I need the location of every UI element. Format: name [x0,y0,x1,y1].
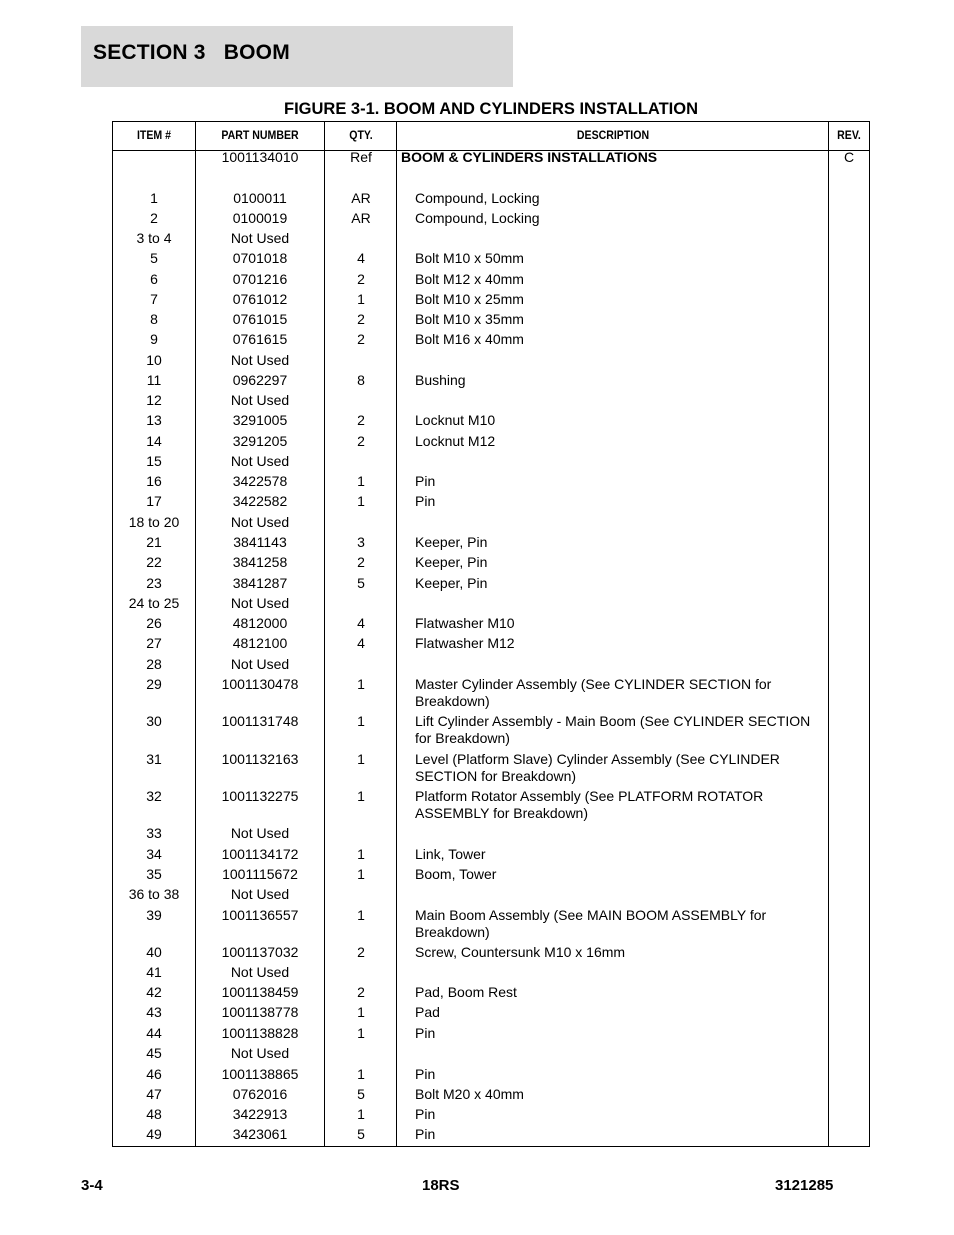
item-cell: 48 [146,1106,162,1122]
item-cell: 36 to 38 [128,886,180,902]
description-cell: Bolt M16 x 40mm [415,331,524,347]
table-header-row [113,122,869,151]
item-cell: 27 [146,635,162,651]
item-cell: 9 [150,331,158,347]
part-number-cell: 1001132275 [221,788,299,804]
parts-table [112,121,870,1147]
description-cell: Locknut M12 [415,433,496,449]
item-cell: 33 [146,825,162,841]
part-number-cell: 3841258 [232,554,288,570]
description-cell: Pin [415,1025,436,1041]
item-cell: 6 [150,271,158,287]
item-cell: 46 [146,1066,162,1082]
item-cell: 34 [146,846,162,862]
part-number-cell: 0701216 [232,271,288,287]
header-qty: QTY. [349,128,373,142]
description-cell: Pin [415,1066,436,1082]
qty-cell: 1 [357,751,365,767]
item-cell: 1 [150,190,158,206]
item-cell: 24 to 25 [128,595,180,611]
part-number-cell: 1001134010 [221,149,299,165]
qty-cell: 1 [357,1025,365,1041]
item-cell: 10 [146,352,162,368]
part-number-cell: 1001132163 [221,751,299,767]
qty-cell: 1 [357,493,365,509]
part-number-cell: 4812000 [232,615,288,631]
item-cell: 31 [146,751,162,767]
description-cell: Locknut M10 [415,412,496,428]
description-cell: Keeper, Pin [415,554,488,570]
qty-cell: 1 [357,1004,365,1020]
part-number-cell: 0962297 [232,372,288,388]
part-number-cell: 1001138778 [221,1004,299,1020]
part-number-cell: 0100019 [232,210,288,226]
part-number-cell: 3422582 [232,493,288,509]
qty-cell: 2 [357,271,365,287]
item-cell: 30 [146,713,162,729]
item-cell: 32 [146,788,162,804]
description-cell: Level (Platform Slave) Cylinder Assembly (See CYLINDER SECTION for Breakdown) [415,751,780,784]
description-cell: Bolt M12 x 40mm [415,271,524,287]
item-cell: 3 to 4 [136,230,172,246]
item-cell: 39 [146,907,162,923]
item-cell: 49 [146,1126,162,1142]
description-cell: Pad [415,1004,440,1020]
qty-cell: 1 [357,291,365,307]
part-number-cell: Not Used [230,352,290,368]
part-number-cell: 3291205 [232,433,288,449]
part-number-cell: Not Used [230,230,290,246]
description-cell: Keeper, Pin [415,534,488,550]
item-cell: 18 to 20 [128,514,180,530]
description-cell: Compound, Locking [415,190,540,206]
part-number-cell: 0761015 [232,311,288,327]
description-cell: Compound, Locking [415,210,540,226]
part-number-cell: 1001136557 [221,907,299,923]
qty-cell: 1 [357,1106,365,1122]
part-number-cell: 3423061 [232,1126,288,1142]
item-cell: 8 [150,311,158,327]
item-cell: 40 [146,944,162,960]
item-cell: 13 [146,412,162,428]
item-cell: 21 [146,534,162,550]
item-cell: 47 [146,1086,162,1102]
item-cell: 2 [150,210,158,226]
description-cell: Lift Cylinder Assembly - Main Boom (See CYLINDER SECTION for Breakdown) [415,713,811,746]
header-description: DESCRIPTION [576,128,650,142]
part-number-cell: 1001138828 [221,1025,299,1041]
qty-cell: 1 [357,907,365,923]
qty-cell: 2 [357,554,365,570]
item-cell: 12 [146,392,162,408]
description-cell: Platform Rotator Assembly (See PLATFORM ROTATOR ASSEMBLY for Breakdown) [415,788,764,821]
description-cell: Boom, Tower [415,866,497,882]
part-number-cell: 1001131748 [221,713,299,729]
qty-cell: Ref [350,149,372,165]
part-number-cell: 1001130478 [221,676,299,692]
item-cell: 44 [146,1025,162,1041]
part-number-cell: Not Used [230,825,290,841]
part-number-cell: Not Used [230,453,290,469]
rev-cell: C [843,149,855,165]
item-cell: 28 [146,656,162,672]
qty-cell: 2 [357,984,365,1000]
section-title: SECTION 3 BOOM [93,41,290,64]
description-cell: Pad, Boom Rest [415,984,517,1000]
item-cell: 7 [150,291,158,307]
item-cell: 5 [150,250,158,266]
part-number-cell: 3291005 [232,412,288,428]
part-number-cell: 0100011 [233,190,287,206]
qty-cell: 2 [357,433,365,449]
description-cell: Bolt M10 x 35mm [415,311,524,327]
description-cell: BOOM & CYLINDERS INSTALLATIONS [401,149,658,165]
model-name: 18RS [422,1177,460,1194]
description-cell: Pin [415,1106,436,1122]
item-cell: 43 [146,1004,162,1020]
description-cell: Main Boom Assembly (See MAIN BOOM ASSEMBLY for Breakdown) [415,907,767,940]
item-cell: 11 [146,372,162,388]
qty-cell: 1 [357,788,365,804]
qty-cell: 1 [357,676,365,692]
part-number-cell: 3841143 [233,534,287,550]
part-number-cell: 0761615 [232,331,288,347]
qty-cell: 4 [357,250,365,266]
qty-cell: 2 [357,311,365,327]
item-cell: 29 [146,676,162,692]
item-cell: 42 [146,984,162,1000]
description-cell: Keeper, Pin [415,575,488,591]
description-cell: Bolt M10 x 25mm [415,291,524,307]
qty-cell: 1 [357,1066,365,1082]
qty-cell: 1 [357,713,365,729]
qty-cell: 4 [357,615,365,631]
part-number-cell: 0761012 [232,291,288,307]
part-number-cell: 3422913 [232,1106,288,1122]
part-number-cell: 1001115672 [222,866,298,882]
qty-cell: 1 [357,866,365,882]
part-number-cell: Not Used [230,392,290,408]
item-cell: 14 [146,433,162,449]
qty-cell: 2 [357,412,365,428]
item-cell: 45 [146,1045,162,1061]
description-cell: Pin [415,1126,436,1142]
qty-cell: 2 [357,331,365,347]
page-number: 3-4 [81,1177,103,1194]
part-number-cell: 1001138459 [221,984,299,1000]
part-number-cell: 4812100 [232,635,288,651]
description-cell: Bushing [415,372,466,388]
item-cell: 17 [146,493,162,509]
qty-cell: AR [351,210,371,226]
part-number-cell: Not Used [230,1045,290,1061]
section-banner [81,26,513,87]
qty-cell: 5 [357,575,365,591]
part-number-cell: 3422578 [232,473,288,489]
qty-cell: 8 [357,372,365,388]
qty-cell: 4 [357,635,365,651]
description-cell: Flatwasher M12 [415,635,515,651]
item-cell: 22 [146,554,162,570]
item-cell: 26 [146,615,162,631]
description-cell: Pin [415,493,436,509]
header-item: ITEM # [136,128,172,142]
qty-cell: 1 [357,846,365,862]
qty-cell: 1 [357,473,365,489]
part-number-cell: Not Used [230,964,290,980]
item-cell: 23 [146,575,162,591]
header-rev: REV. [837,128,861,142]
description-cell: Master Cylinder Assembly (See CYLINDER SECTION for Breakdown) [415,676,772,709]
description-cell: Bolt M20 x 40mm [415,1086,524,1102]
description-cell: Link, Tower [415,846,486,862]
description-cell: Pin [415,473,436,489]
part-number-cell: 0701018 [232,250,288,266]
part-number-cell: 0762016 [232,1086,288,1102]
column-divider [828,122,829,1146]
part-number-cell: Not Used [230,886,290,902]
part-number-cell: 1001137032 [221,944,299,960]
part-number-cell: 3841287 [232,575,288,591]
figure-title: FIGURE 3-1. BOOM AND CYLINDERS INSTALLATION [283,100,699,118]
part-number-cell: Not Used [230,656,290,672]
qty-cell: 2 [357,944,365,960]
part-number-cell: 1001134172 [221,846,299,862]
item-cell: 15 [146,453,162,469]
qty-cell: 3 [357,534,365,550]
part-number-cell: Not Used [230,595,290,611]
item-cell: 35 [146,866,162,882]
description-cell: Bolt M10 x 50mm [415,250,524,266]
qty-cell: 5 [357,1086,365,1102]
description-cell: Flatwasher M10 [415,615,515,631]
part-number-cell: 1001138865 [221,1066,299,1082]
qty-cell: AR [351,190,371,206]
qty-cell: 5 [357,1126,365,1142]
header-part-number: PART NUMBER [221,128,299,142]
description-cell: Screw, Countersunk M10 x 16mm [415,944,626,960]
manual-number: 3121285 [775,1177,834,1194]
item-cell: 41 [146,964,162,980]
item-cell: 16 [146,473,162,489]
part-number-cell: Not Used [230,514,290,530]
